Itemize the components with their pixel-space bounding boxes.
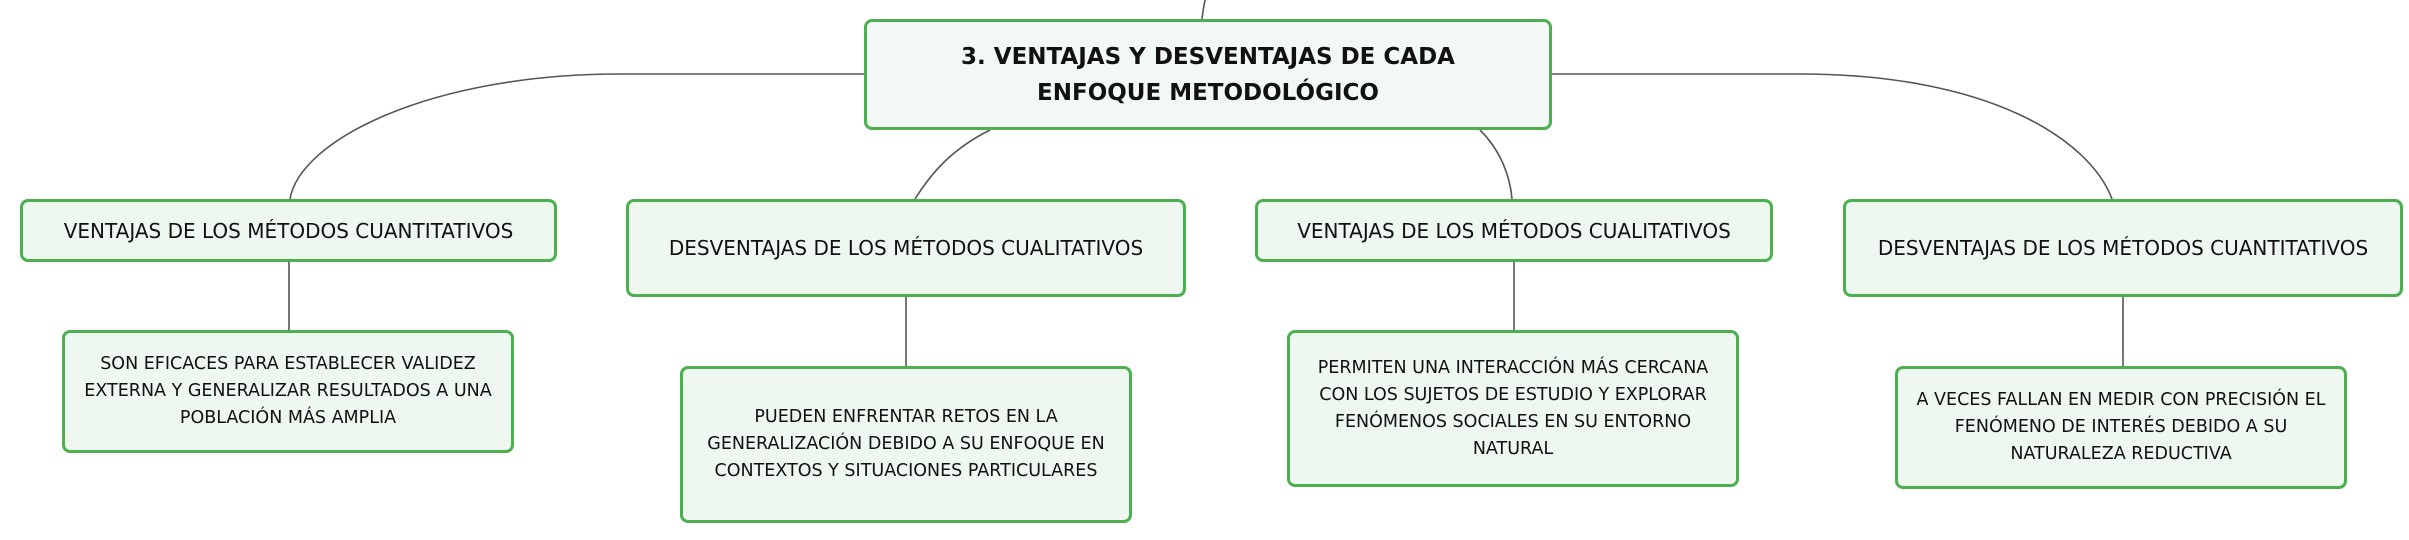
connector-root-to-branch-2 xyxy=(915,130,990,199)
root-topic-node[interactable] xyxy=(864,19,1552,130)
connector-parent-stub xyxy=(1202,0,1205,19)
root-topic-title: 3. VENTAJAS Y DESVENTAJAS DE CADA ENFOQUE METODOLÓGICO xyxy=(961,43,1455,106)
branch-label: VENTAJAS DE LOS MÉTODOS CUALITATIVOS xyxy=(1297,218,1731,243)
detail-node-ventajas-cuantitativos[interactable] xyxy=(62,330,514,453)
detail-node-ventajas-cualitativos[interactable] xyxy=(1287,330,1739,487)
branch-label: DESVENTAJAS DE LOS MÉTODOS CUALITATIVOS xyxy=(668,236,1144,260)
detail-node-desventajas-cualitativos[interactable] xyxy=(680,366,1132,523)
branch-node-desventajas-cuantitativos[interactable] xyxy=(1843,199,2403,297)
branch-node-desventajas-cualitativos[interactable] xyxy=(626,199,1186,297)
branch-node-ventajas-cualitativos[interactable] xyxy=(1255,199,1773,262)
detail-text: PUEDEN ENFRENTAR RETOS EN LA GENERALIZACIÓN DEBIDO A SU ENFOQUE EN CONTEXTOS Y SITUACIONES PARTICULARES xyxy=(707,407,1105,481)
detail-node-desventajas-cuantitativos[interactable] xyxy=(1895,366,2347,489)
connector-root-to-branch-4 xyxy=(1552,74,2112,199)
detail-text: PERMITEN UNA INTERACCIÓN MÁS CERCANA CON LOS SUJETOS DE ESTUDIO Y EXPLORAR FENÓMENOS SOCIALES EN SU ENTORNO NATURAL xyxy=(1317,357,1709,459)
detail-text: SON EFICACES PARA ESTABLECER VALIDEZ EXTERNA Y GENERALIZAR RESULTADOS A UNA POBLACIÓN MÁS AMPLIA xyxy=(84,354,492,428)
connector-root-to-branch-3 xyxy=(1480,130,1512,199)
detail-text: A VECES FALLAN EN MEDIR CON PRECISIÓN EL FENÓMENO DE INTERÉS DEBIDO A SU NATURALEZA REDUCTIVA xyxy=(1916,390,2326,464)
branch-label: DESVENTAJAS DE LOS MÉTODOS CUANTITATIVOS xyxy=(1877,236,2369,260)
connector-root-to-branch-1 xyxy=(290,74,864,199)
branch-label: VENTAJAS DE LOS MÉTODOS CUANTITATIVOS xyxy=(63,218,514,243)
branch-node-ventajas-cuantitativos[interactable] xyxy=(20,199,557,262)
